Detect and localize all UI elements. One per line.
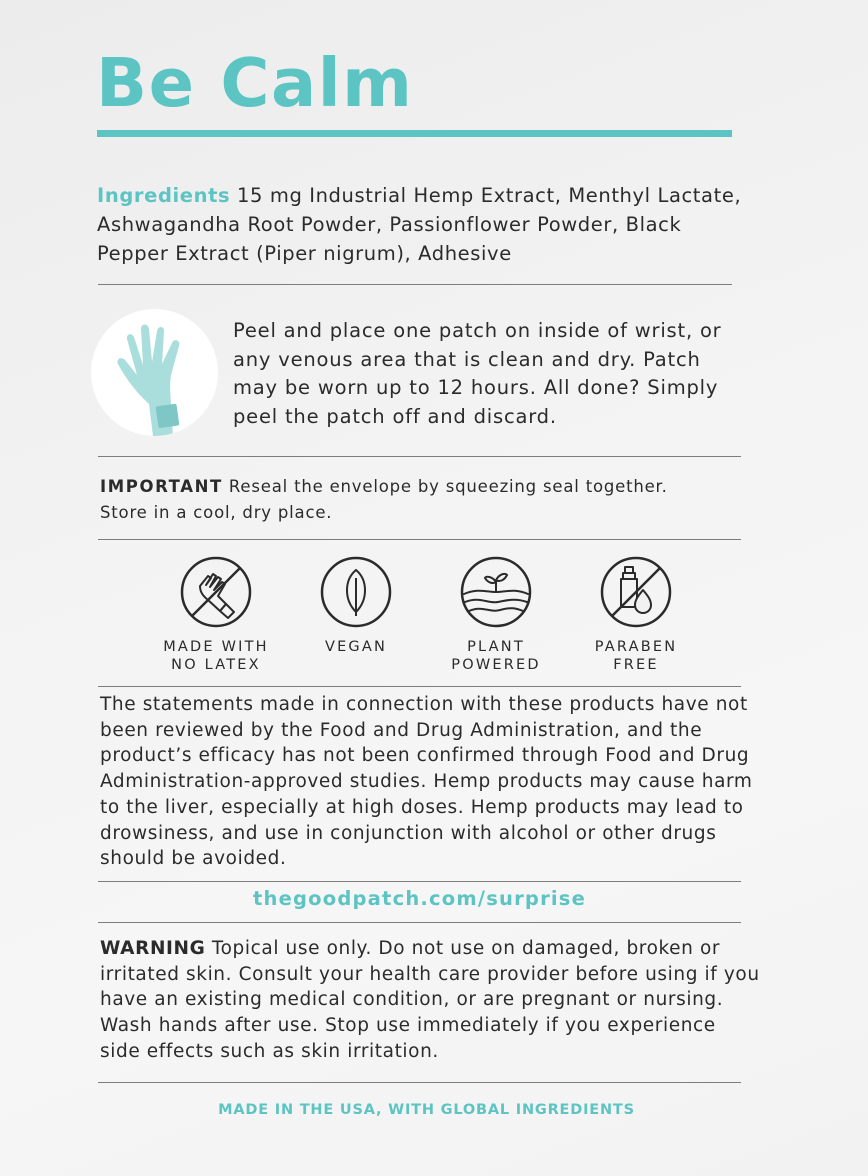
badge-paraben-free [566,554,706,674]
plant-sprout-icon [458,554,534,630]
fda-disclaimer: The statements made in connection with these products have not been reviewed by the Food and Drug Administration, and the product’s efficacy has not been confirmed through Food and Drug Administration-approved studies. Hemp products may cause harm to the liver, especially at high doses. Hemp products may lead to drowsiness, and use in conjunction with alcohol or other drugs should be avoided. [100,694,753,870]
product-title: Be Calm [96,44,414,122]
badge-vegan [286,554,426,656]
divider [98,284,732,285]
ingredients-text: 15 mg Industrial Hemp Extract, Menthyl Lactate, Ashwagandha Root Powder, Passionflower Powder, Black Pepper Extract (Piper nigrum), Adhesive [97,184,742,265]
important-line1: Reseal the envelope by squeezing seal together. [228,477,668,496]
hand-patch-icon [91,309,218,436]
divider [98,922,741,923]
badge-caption-line2: POWERED [451,657,541,673]
important-line2: Store in a cool, dry place. [100,503,333,522]
badge-caption-line1: MADE WITH [163,639,269,655]
title-underline [97,130,732,137]
ingredients-label: Ingredients [97,184,231,207]
ingredients-block [97,181,757,268]
divider [98,456,741,457]
badge-caption-line2: NO LATEX [171,657,261,673]
origin-footer: MADE IN THE USA, WITH GLOBAL INGREDIENTS [218,1102,635,1118]
no-latex-glove-icon [178,554,254,630]
badge-caption-line1: PLANT [467,639,525,655]
important-label: IMPORTANT [100,477,223,496]
website-link[interactable]: thegoodpatch.com/surprise [252,887,587,910]
warning-text: Topical use only. Do not use on damaged, broken or irritated skin. Consult your health care provider before using if you have an existing medical condition, or are pregnant or nursing. Wash hands after use. Stop use immediately if you experience side effects such as skin irritation. [100,938,760,1062]
badge-no-latex [146,554,286,674]
badge-caption-line1: VEGAN [324,639,388,655]
badge-caption-line2: FREE [613,657,659,673]
leaf-icon [318,554,394,630]
important-notice [100,474,740,526]
divider [98,1082,741,1083]
divider [98,686,741,687]
divider [98,881,741,882]
no-paraben-bottle-icon [598,554,674,630]
divider [98,539,741,540]
directions-text: Peel and place one patch on inside of wrist, or any venous area that is clean and dry. Patch may be worn up to 12 hours. All done? Simply peel the patch off and discard. [233,319,722,428]
hand-illustration [91,309,218,436]
badge-plant-powered [426,554,566,674]
badge-caption-line1: PARABEN [594,639,678,655]
warning-block [100,936,760,1065]
warning-label: WARNING [100,938,206,959]
